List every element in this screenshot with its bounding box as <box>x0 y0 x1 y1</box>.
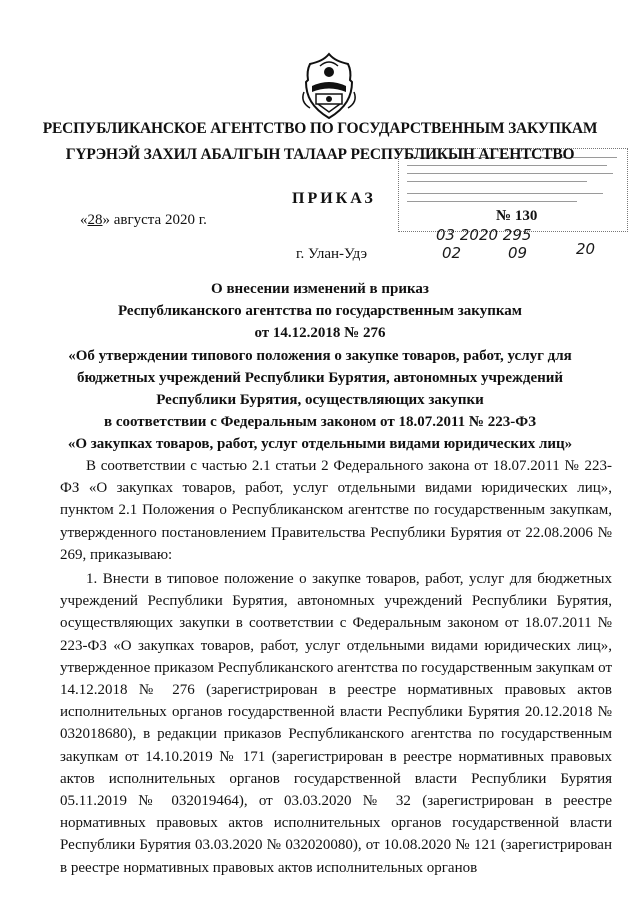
document-title <box>0 278 640 456</box>
title-line: Республиканского агентства по государственным закупкам <box>117 303 523 320</box>
title-line: «О закупках товаров, работ, услуг отдельными видами юридических лиц» <box>67 436 573 453</box>
order-label: ПРИКАЗ <box>292 190 376 207</box>
registration-year: 20 <box>576 240 596 258</box>
registration-number: 03 2020 295 <box>436 226 532 244</box>
document-body <box>60 455 612 879</box>
order-number: № 130 <box>496 208 538 224</box>
agency-name-buryat: ГҮРЭНЭЙ ЗАХИЛ АБАЛГЫН ТАЛААР РЕСПУБЛИКЫН АГЕНТСТВО <box>65 146 575 163</box>
clause-1-paragraph: 1. Внести в типовое положение о закупке товаров, работ, услуг для бюджетных учреждений Республики Бурятия, автономных учреждений Республики Бурятия, осуществляющих закупки в соответствии с Федеральным законом от 18.07.2011 № 223-ФЗ «О закупках товаров, работ, услуг отдельными видами юридических лиц», утвержденное приказом Республиканского агентства по государственным закупкам от 14.12.2018 № 276 (зарегистрирован в реестре нормативных правовых актов исполнительных органов государственной власти Республики Бурятия 20.12.2018 № 032018680), в редакции приказов Республиканского агентства по государственным закупкам от 14.10.2019 № 171 (зарегистрирован в реестре нормативных правовых актов исполнительных органов государственной власти Республики Бурятия 05.11.2019 № 032019464), от 03.03.2020 № 32 (зарегистрирован в реестре нормативных правовых актов исполнительных органов государственной власти Республики Бурятия 03.03.2020 № 032020080), от 10.08.2020 № 121 (зарегистрирован в реестре нормативных правовых актов исполнительных органов <box>60 571 612 876</box>
title-line: от 14.12.2018 № 276 <box>254 325 386 342</box>
title-line: «Об утверждении типового положения о закупке товаров, работ, услуг для <box>68 347 572 364</box>
order-date: «28» августа 2020 г. <box>80 212 207 228</box>
agency-name-russian: РЕСПУБЛИКАНСКОЕ АГЕНТСТВО ПО ГОСУДАРСТВЕННЫМ ЗАКУПКАМ <box>42 120 598 137</box>
title-line: бюджетных учреждений Республики Бурятия, автономных учреждений <box>76 369 564 386</box>
title-line: О внесении изменений в приказ <box>211 281 429 297</box>
coat-of-arms-emblem <box>296 52 362 122</box>
title-line: Республики Бурятия, осуществляющих закупки <box>156 392 484 409</box>
registration-day: 02 <box>442 244 462 262</box>
title-line: в соответствии с Федеральным законом от 18.07.2011 № 223-ФЗ <box>103 414 537 431</box>
city: г. Улан-Удэ <box>296 246 368 262</box>
registration-month: 09 <box>508 244 528 262</box>
order-date-day: 28 <box>87 212 103 228</box>
preamble-paragraph: В соответствии с частью 2.1 статьи 2 Федерального закона от 18.07.2011 № 223-ФЗ «О закупках товаров, работ, услуг отдельными видами юридических лиц», пунктом 2.1 Положения о Республиканском агентстве по государственным закупкам, утвержденного постановлением Правительства Республики Бурятия от 22.08.2006 № 269, приказываю: <box>60 458 612 563</box>
